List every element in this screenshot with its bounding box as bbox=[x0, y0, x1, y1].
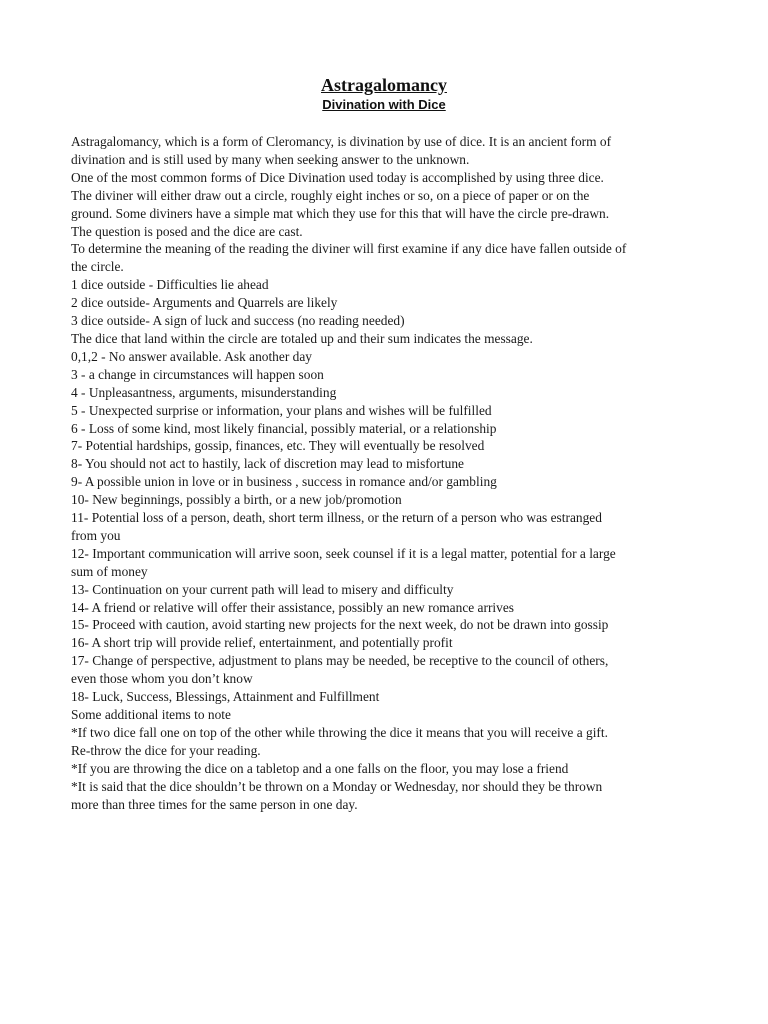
text-line: One of the most common forms of Dice Divination used today is accomplished by using three dice. bbox=[71, 169, 604, 185]
text-line: 6 - Loss of some kind, most likely financial, possibly material, or a relationship bbox=[71, 420, 497, 436]
text-line: To determine the meaning of the reading the diviner will first examine if any dice have fallen outside of bbox=[71, 241, 627, 257]
text-line: The question is posed and the dice are cast. bbox=[71, 223, 303, 239]
document-body bbox=[71, 133, 711, 813]
text-line: 3 - a change in circumstances will happen soon bbox=[71, 366, 324, 382]
text-line: even those whom you don’t know bbox=[71, 671, 253, 687]
text-line: more than three times for the same person in one day. bbox=[71, 796, 358, 812]
text-line: 7- Potential hardships, gossip, finances, etc. They will eventually be resolved bbox=[71, 438, 485, 454]
text-line: *It is said that the dice shouldn’t be thrown on a Monday or Wednesday, nor should they be thrown bbox=[71, 778, 603, 794]
text-line: The dice that land within the circle are totaled up and their sum indicates the message. bbox=[71, 330, 533, 346]
text-line: 11- Potential loss of a person, death, short term illness, or the return of a person who was estranged bbox=[71, 510, 602, 526]
text-line: 3 dice outside- A sign of luck and success (no reading needed) bbox=[71, 313, 405, 329]
text-line: 10- New beginnings, possibly a birth, or a new job/promotion bbox=[71, 492, 402, 508]
text-line: the circle. bbox=[71, 259, 124, 275]
text-line: 12- Important communication will arrive soon, seek counsel if it is a legal matter, potential for a large bbox=[71, 545, 616, 561]
text-line: 14- A friend or relative will offer their assistance, possibly an new romance arrives bbox=[71, 599, 514, 615]
text-line: Some additional items to note bbox=[71, 707, 231, 722]
text-line: 8- You should not act to hastily, lack of discretion may lead to misfortune bbox=[71, 456, 464, 472]
text-line: 0,1,2 - No answer available. Ask another day bbox=[71, 348, 312, 364]
text-line: Re-throw the dice for your reading. bbox=[71, 742, 261, 758]
text-line: 4 - Unpleasantness, arguments, misunderstanding bbox=[71, 384, 337, 400]
document-subtitle: Divination with Dice bbox=[322, 97, 446, 112]
text-line: 5 - Unexpected surprise or information, your plans and wishes will be fulfilled bbox=[71, 402, 492, 418]
text-line: ground. Some diviners have a simple mat which they use for this that will have the circle pre-drawn. bbox=[71, 205, 610, 221]
text-line: 13- Continuation on your current path will lead to misery and difficulty bbox=[71, 581, 454, 597]
document-title: Astragalomancy bbox=[321, 75, 447, 95]
text-line: 18- Luck, Success, Blessings, Attainment and Fulfillment bbox=[71, 689, 380, 705]
text-line: *If you are throwing the dice on a tabletop and a one falls on the floor, you may lose a friend bbox=[71, 760, 569, 776]
text-line: The diviner will either draw out a circle, roughly eight inches or so, on a piece of paper or on the bbox=[71, 187, 590, 203]
text-line: 9- A possible union in love or in business , success in romance and/or gambling bbox=[71, 474, 497, 490]
text-line: from you bbox=[71, 527, 121, 543]
text-line: sum of money bbox=[71, 563, 148, 579]
text-line: Astragalomancy, which is a form of Cleromancy, is divination by use of dice. It is an ancient form of bbox=[71, 134, 612, 149]
text-line: *If two dice fall one on top of the other while throwing the dice it means that you will receive a gift. bbox=[71, 724, 608, 740]
text-line: 2 dice outside- Arguments and Quarrels are likely bbox=[71, 295, 338, 311]
text-line: 15- Proceed with caution, avoid starting new projects for the next week, do not be drawn into gossip bbox=[71, 617, 609, 633]
text-line: 16- A short trip will provide relief, entertainment, and potentially profit bbox=[71, 635, 453, 651]
text-line: 1 dice outside - Difficulties lie ahead bbox=[71, 277, 269, 293]
text-line: divination and is still used by many when seeking answer to the unknown. bbox=[71, 151, 470, 167]
text-line: 17- Change of perspective, adjustment to plans may be needed, be receptive to the council of others, bbox=[71, 653, 609, 669]
